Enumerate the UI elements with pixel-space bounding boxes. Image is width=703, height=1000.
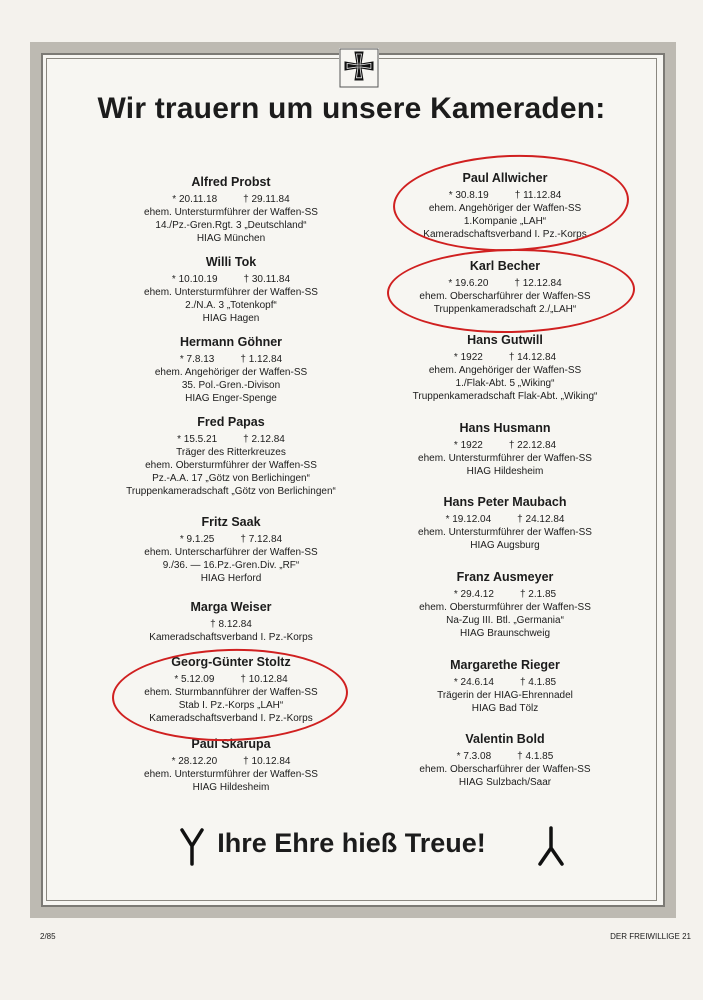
entry-dates <box>370 588 640 601</box>
entry-name: Hans Peter Maubach <box>443 495 567 509</box>
entry-line: Na-Zug III. Btl. „Germania“ <box>446 615 564 626</box>
birth-date: * 19.12.04 <box>445 514 492 525</box>
entry-line: ehem. Untersturmführer der Waffen-SS <box>418 453 592 464</box>
entry-line: HIAG Herford <box>200 573 262 584</box>
entry-name: Georg-Günter Stoltz <box>171 655 291 669</box>
entry-line: HIAG Hagen <box>202 313 260 324</box>
death-date: † 10.12.84 <box>240 674 288 685</box>
entry-line: 1./Flak-Abt. 5 „Wiking“ <box>455 378 555 389</box>
death-date: † 10.12.84 <box>243 756 291 767</box>
entry-name: Fritz Saak <box>201 515 261 529</box>
entry-line: ehem. Untersturmführer der Waffen-SS <box>418 527 592 538</box>
entry-line: Träger des Ritterkreuzes <box>176 447 286 458</box>
entry-dates <box>96 618 366 631</box>
death-date: † 12.12.84 <box>514 278 562 289</box>
birth-date: * 15.5.21 <box>177 434 218 445</box>
entry-line: Truppenkameradschaft Flak-Abt. „Wiking“ <box>412 391 598 402</box>
entry-name: Valentin Bold <box>465 732 545 746</box>
death-date: † 24.12.84 <box>517 514 565 525</box>
page-headline: Wir trauern um unsere Kameraden: <box>97 92 606 125</box>
entry-name: Franz Ausmeyer <box>456 570 554 584</box>
birth-date: * 19.6.20 <box>448 278 489 289</box>
entry-dates <box>370 351 640 364</box>
issue-number: 2/85 <box>40 932 56 941</box>
entry-line: Kameradschaftsverband I. Pz.-Korps <box>423 229 587 240</box>
entry-line: 2./N.A. 3 „Totenkopf“ <box>185 300 277 311</box>
entry-name: Fred Papas <box>197 415 265 429</box>
birth-date: * 10.10.19 <box>171 274 218 285</box>
death-date: † 22.12.84 <box>508 440 557 451</box>
page-footer: DER FREIWILLIGE 21 <box>610 932 691 941</box>
birth-date: * 24.6.14 <box>453 677 494 688</box>
death-date: † 4.1.85 <box>519 677 557 688</box>
death-date: † 4.1.85 <box>517 751 554 762</box>
entry-line: HIAG Bad Tölz <box>471 703 539 714</box>
entry-line: 1.Kompanie „LAH“ <box>463 216 547 227</box>
obituary-entry <box>96 738 366 794</box>
obituary-entry <box>370 260 640 316</box>
entry-line: Truppenkameradschaft „Götz von Berlichingen“ <box>126 486 336 497</box>
entry-name: Margarethe Rieger <box>450 658 560 672</box>
entry-dates <box>96 433 366 446</box>
entry-dates <box>96 533 366 546</box>
obituary-entry <box>96 601 366 644</box>
birth-date: * 1922 <box>453 440 483 451</box>
obituary-entry <box>370 496 640 552</box>
entry-line: Kameradschaftsverband I. Pz.-Korps <box>149 632 313 643</box>
obituary-entry <box>370 172 640 241</box>
entry-line: Trägerin der HIAG-Ehrennadel <box>437 690 573 701</box>
entry-name: Alfred Probst <box>191 175 271 189</box>
entry-line: Kameradschaftsverband I. Pz.-Korps <box>149 713 313 724</box>
death-date: † 7.12.84 <box>240 534 283 545</box>
obituary-entry <box>370 659 640 715</box>
birth-date: * 30.8.19 <box>448 190 489 201</box>
entry-line: ehem. Angehöriger der Waffen-SS <box>428 203 582 214</box>
death-date: † 1.12.84 <box>240 354 283 365</box>
entry-name: Hermann Göhner <box>179 335 283 349</box>
birth-date: * 29.4.12 <box>453 589 494 600</box>
death-date: † 29.11.84 <box>243 194 290 205</box>
birth-date: * 7.3.08 <box>456 751 492 762</box>
entry-dates <box>96 353 366 366</box>
entry-line: HIAG Braunschweig <box>459 628 551 639</box>
motto: Ihre Ehre hieß Treue! <box>217 828 486 858</box>
entry-name: Hans Husmann <box>459 421 551 435</box>
birth-date: * 20.11.18 <box>172 194 218 205</box>
death-rune-icon <box>536 826 566 866</box>
entry-dates <box>370 189 640 202</box>
entry-line: HIAG Sulzbach/Saar <box>458 777 552 788</box>
entry-line: HIAG Enger-Spenge <box>185 393 277 404</box>
entry-line: Truppenkameradschaft 2./„LAH“ <box>433 304 577 315</box>
birth-date: * 28.12.20 <box>171 756 218 767</box>
entry-dates <box>370 439 640 452</box>
birth-date: * 9.1.25 <box>179 534 215 545</box>
entry-line: HIAG Augsburg <box>470 540 540 551</box>
entry-line: 35. Pol.-Gren.-Divison <box>181 380 281 391</box>
entry-line: ehem. Untersturmführer der Waffen-SS <box>144 287 318 298</box>
entry-line: HIAG Hildesheim <box>466 466 544 477</box>
entry-line: HIAG Hildesheim <box>192 782 270 793</box>
obituary-entry <box>96 516 366 585</box>
entry-dates <box>370 750 640 763</box>
entry-line: Stab I. Pz.-Korps „LAH“ <box>178 700 284 711</box>
obituary-entry <box>370 334 640 403</box>
entry-line: ehem. Angehöriger der Waffen-SS <box>428 365 582 376</box>
entry-name: Paul Allwicher <box>462 171 548 185</box>
entry-line: ehem. Untersturmführer der Waffen-SS <box>144 207 318 218</box>
entry-dates <box>370 513 640 526</box>
entry-line: ehem. Obersturmführer der Waffen-SS <box>419 602 591 613</box>
entry-name: Hans Gutwill <box>467 333 543 347</box>
entry-dates <box>370 277 640 290</box>
obituary-entry <box>96 336 366 405</box>
entry-line: ehem. Untersturmführer der Waffen-SS <box>144 769 318 780</box>
entry-line: ehem. Oberscharführer der Waffen-SS <box>419 764 591 775</box>
entry-dates <box>96 273 366 286</box>
entry-line: ehem. Sturmbannführer der Waffen-SS <box>144 687 318 698</box>
entry-dates <box>96 755 366 768</box>
obituary-entry <box>370 571 640 640</box>
iron-cross-icon <box>339 48 379 88</box>
entry-name: Karl Becher <box>469 259 541 273</box>
entry-name: Marga Weiser <box>190 600 272 614</box>
entry-dates <box>370 676 640 689</box>
entry-line: Pz.-A.A. 17 „Götz von Berlichingen“ <box>152 473 310 484</box>
death-date: † 30.11.84 <box>243 274 291 285</box>
entry-dates <box>96 193 366 206</box>
entry-line: HIAG München <box>196 233 266 244</box>
death-date: † 2.1.85 <box>519 589 557 600</box>
obituary-entry <box>370 733 640 789</box>
birth-date: * 7.8.13 <box>179 354 215 365</box>
entry-name: Paul Skarupa <box>191 737 271 751</box>
entry-dates <box>96 673 366 686</box>
entry-line: ehem. Angehöriger der Waffen-SS <box>154 367 308 378</box>
death-date: † 8.12.84 <box>210 619 252 630</box>
obituary-entry <box>96 656 366 725</box>
birth-date: * 5.12.09 <box>174 674 215 685</box>
death-date: † 14.12.84 <box>508 352 557 363</box>
obituary-entry <box>96 256 366 325</box>
entry-line: ehem. Oberscharführer der Waffen-SS <box>419 291 591 302</box>
obituary-entry <box>370 422 640 478</box>
entry-line: ehem. Obersturmführer der Waffen-SS <box>145 460 317 471</box>
death-date: † 2.12.84 <box>243 434 285 445</box>
obituary-entry <box>96 416 366 498</box>
entry-name: Willi Tok <box>205 255 257 269</box>
entry-line: 9./36. — 16.Pz.-Gren.Div. „RF“ <box>162 560 300 571</box>
death-date: † 11.12.84 <box>514 190 562 201</box>
birth-date: * 1922 <box>453 352 483 363</box>
entry-line: 14./Pz.-Gren.Rgt. 3 „Deutschland“ <box>155 220 307 231</box>
entry-line: ehem. Unterscharführer der Waffen-SS <box>144 547 318 558</box>
obituary-entry <box>96 176 366 245</box>
